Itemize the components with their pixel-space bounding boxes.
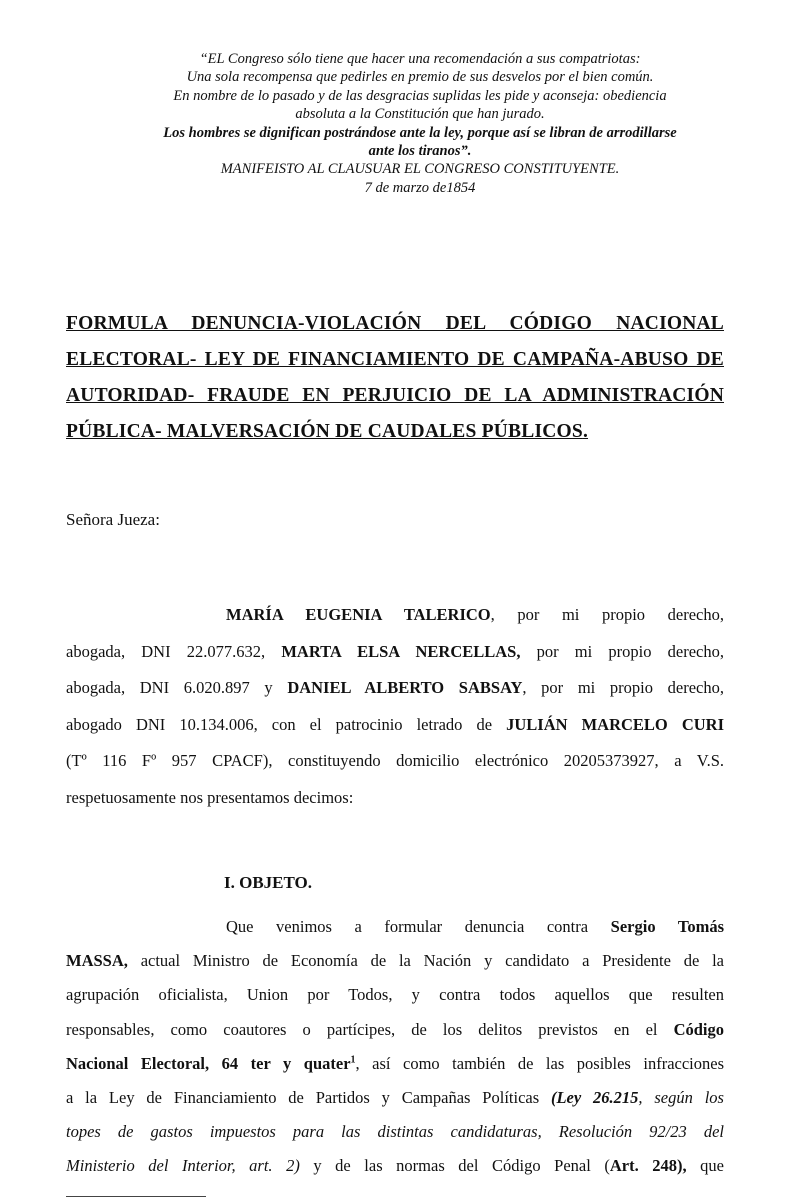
section-heading: I. OBJETO.	[224, 873, 313, 892]
accused-name: Sergio Tomás	[610, 917, 724, 936]
text-run: abogada, DNI 22.077.632,	[66, 641, 282, 661]
paragraph-line	[66, 1115, 724, 1149]
footnote-marker: 1	[350, 1054, 356, 1066]
paragraph-line	[66, 597, 724, 634]
accused-surname: MASSA,	[66, 951, 128, 971]
paragraph-line	[66, 707, 724, 744]
paragraph-line	[66, 1047, 724, 1081]
text-run: que	[686, 1156, 724, 1176]
footnote-divider	[66, 1196, 206, 1197]
italic-run: , según los	[638, 1088, 724, 1108]
lawyer-name: JULIÁN MARCELO CURI	[506, 714, 724, 734]
title-period: .	[582, 421, 589, 442]
italic-run: Ministerio del Interior, art. 2)	[66, 1156, 300, 1176]
epigraph-quote	[90, 50, 750, 197]
title-line: FORMULA DENUNCIA-VIOLACIÓN DEL CÓDIGO NACIONAL	[66, 313, 724, 334]
epigraph-line: “EL Congreso sólo tiene que hacer una recomendación a sus compatriotas:	[199, 51, 641, 67]
text-run: responsables, como coautores o partícipes, de los delitos previstos en el	[66, 1019, 674, 1039]
document-title	[66, 306, 724, 450]
epigraph-line: En nombre de lo pasado y de las desgracias suplidas les pide y aconseja: obediencia	[173, 87, 667, 104]
bold-run: Código	[673, 1019, 724, 1039]
paragraph-line: agrupación oficialista, Union por Todos, y contra todos aquellos que resulten	[66, 985, 724, 1005]
epigraph-line: Una sola recompensa que pedirles en premio de sus desvelos por el bien común.	[186, 69, 654, 86]
bold-run	[66, 1054, 356, 1073]
object-paragraph	[66, 910, 724, 1184]
epigraph-line: absoluta a la Constitución que han jurado.	[295, 106, 545, 123]
text-run: , por mi propio derecho,	[490, 605, 724, 624]
title-line-last	[66, 414, 724, 450]
paragraph-line	[66, 1081, 724, 1115]
party-name: DANIEL ALBERTO SABSAY	[287, 678, 523, 697]
text-run: por mi propio derecho,	[520, 641, 724, 661]
paragraph-line	[66, 1013, 724, 1047]
text-run: Nacional Electoral, 64 ter y quater	[66, 1053, 351, 1073]
paragraph-line	[66, 910, 724, 944]
parties-paragraph	[66, 597, 724, 816]
epigraph-bold-line: Los hombres se dignifican postrándose ante la ley, porque así se libran de arrodillarse	[163, 124, 677, 141]
bold-run: Art. 248),	[609, 1156, 687, 1176]
text-run: Que venimos a formular denuncia contra	[226, 917, 611, 936]
text-run: abogado DNI 10.134.006, con el patrocinio letrado de	[66, 714, 507, 734]
epigraph-source: MANIFEISTO AL CLAUSUAR EL CONGRESO CONSTITUYENTE.	[220, 161, 620, 178]
text-run: actual Ministro de Economía de la Nación y candidato a Presidente de la	[127, 951, 724, 971]
title-line: AUTORIDAD- FRAUDE EN PERJUICIO DE LA ADMINISTRACIÓN	[66, 385, 724, 406]
epigraph-date: 7 de marzo de1854	[364, 179, 476, 196]
epigraph-bold-line: ante los tiranos”.	[368, 143, 472, 160]
paragraph-line: (Tº 116 Fº 957 CPACF), constituyendo domicilio electrónico 20205373927, a V.S.	[66, 751, 724, 770]
italic-run: topes de gastos impuestos para las distintas candidaturas, Resolución 92/23 del	[66, 1122, 724, 1142]
paragraph-line: respetuosamente nos presentamos decimos:	[66, 787, 354, 807]
party-name: MARÍA EUGENIA TALERICO	[226, 605, 491, 624]
bold-italic-run: (Ley 26.215	[550, 1088, 639, 1108]
text-run: abogada, DNI 6.020.897 y	[66, 678, 288, 697]
greeting: Señora Jueza:	[66, 510, 160, 529]
text-run: , por mi propio derecho,	[522, 678, 724, 697]
text-run: y de las normas del Código Penal (	[299, 1156, 610, 1176]
text-run: , así como también de las posibles infracciones	[355, 1053, 724, 1073]
paragraph-line	[66, 944, 724, 978]
paragraph-line	[66, 634, 724, 671]
paragraph-line	[66, 1149, 724, 1183]
party-name: MARTA ELSA NERCELLAS,	[281, 641, 521, 661]
text-run: a la Ley de Financiamiento de Partidos y Campañas Políticas	[66, 1088, 551, 1108]
title-line-text: PÚBLICA- MALVERSACIÓN DE CAUDALES PÚBLICOS	[66, 421, 583, 442]
title-line: ELECTORAL- LEY DE FINANCIAMIENTO DE CAMPAÑA-ABUSO DE	[66, 349, 724, 370]
paragraph-line	[66, 670, 724, 707]
